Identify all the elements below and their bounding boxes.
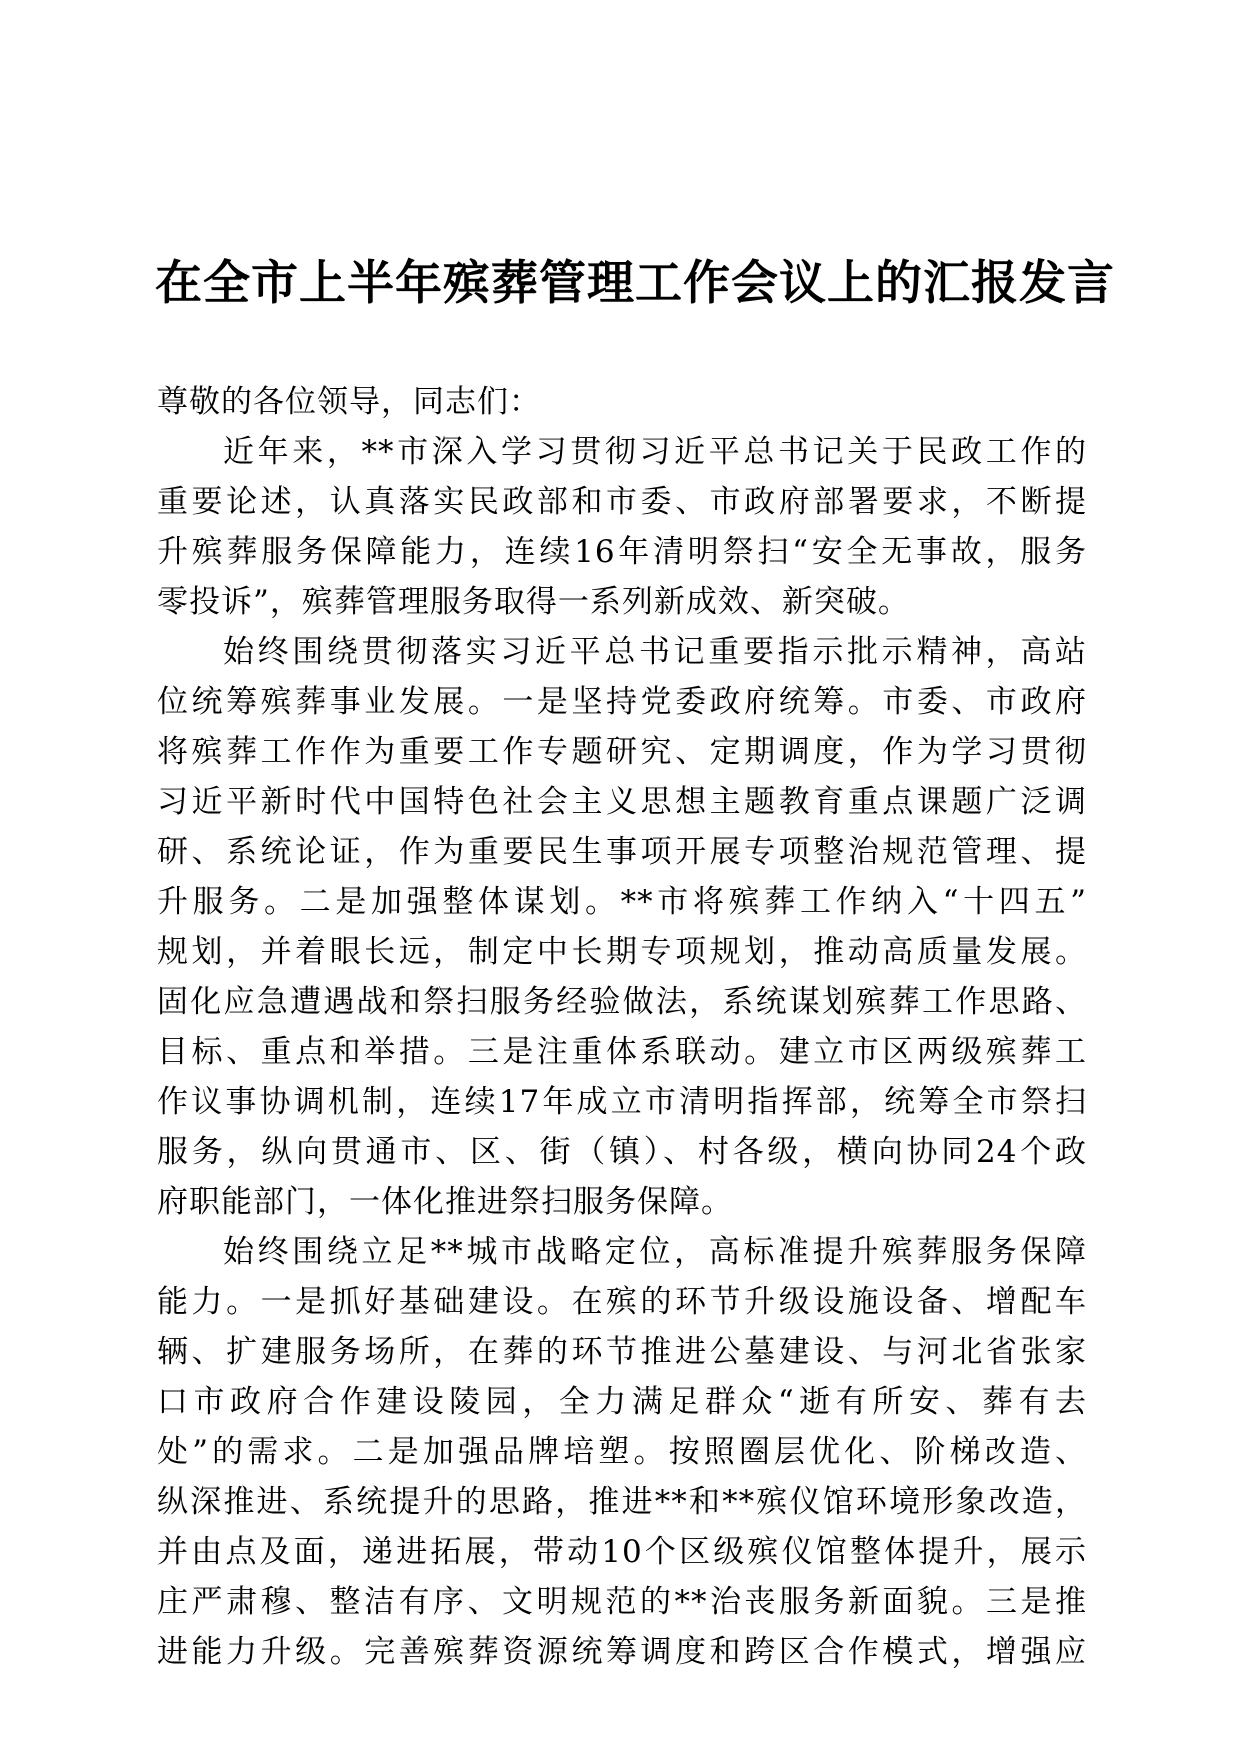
paragraph-2-line-5: 研、系统论证，作为重要民生事项开展专项整治规范管理、提 [157,834,1087,870]
salutation-line: 尊敬的各位领导，同志们： [157,384,541,420]
paragraph-3-line-6: 纵深推进、系统提升的思路，推进**和**殡仪馆环境形象改造， [157,1484,1087,1520]
paragraph-2-line-10: 作议事协调机制，连续17年成立市清明指挥部，统筹全市祭扫 [157,1084,1087,1120]
paragraph-3-line-7: 并由点及面，递进拓展，带动10个区级殡仪馆整体提升，展示 [157,1534,1087,1570]
paragraph-3-line-1: 始终围绕立足**城市战略定位，高标准提升殡葬服务保障 [223,1234,1087,1270]
paragraph-1-line-4: 零投诉”，殡葬管理服务取得一系列新成效、新突破。 [157,584,910,620]
paragraph-2-line-8: 固化应急遭遇战和祭扫服务经验做法，系统谋划殡葬工作思路、 [157,984,1087,1020]
paragraph-3-line-5: 处”的需求。二是加强品牌培塑。按照圈层优化、阶梯改造、 [157,1434,1087,1470]
paragraph-1-line-2: 重要论述，认真落实民政部和市委、市政府部署要求，不断提 [157,484,1087,520]
paragraph-3-line-3: 辆、扩建服务场所，在葬的环节推进公墓建设、与河北省张家 [157,1334,1087,1370]
paragraph-1-line-1: 近年来，**市深入学习贯彻习近平总书记关于民政工作的 [223,434,1087,470]
paragraph-2-line-6: 升服务。二是加强整体谋划。**市将殡葬工作纳入“十四五” [157,884,1087,920]
paragraph-3-line-8: 庄严肃穆、整洁有序、文明规范的**治丧服务新面貌。三是推 [157,1584,1087,1620]
paragraph-2-line-4: 习近平新时代中国特色社会主义思想主题教育重点课题广泛调 [157,784,1087,820]
paragraph-2-line-3: 将殡葬工作作为重要工作专题研究、定期调度，作为学习贯彻 [157,734,1087,770]
paragraph-3-line-4: 口市政府合作建设陵园，全力满足群众“逝有所安、葬有去 [157,1384,1087,1420]
paragraph-3-line-2: 能力。一是抓好基础建设。在殡的环节升级设施设备、增配车 [157,1284,1087,1320]
paragraph-2-line-9: 目标、重点和举措。三是注重体系联动。建立市区两级殡葬工 [157,1034,1087,1070]
document-body [157,377,1087,1677]
paragraph-2-line-12: 府职能部门，一体化推进祭扫服务保障。 [157,1184,733,1220]
paragraph-2-line-7: 规划，并着眼长远，制定中长期专项规划，推动高质量发展。 [157,934,1087,970]
paragraph-2-line-11: 服务，纵向贯通市、区、街（镇）、村各级，横向协同24个政 [157,1134,1087,1170]
paragraph-2-line-2: 位统筹殡葬事业发展。一是坚持党委政府统筹。市委、市政府 [157,684,1087,720]
paragraph-2-line-1: 始终围绕贯彻落实习近平总书记重要指示批示精神，高站 [223,634,1087,670]
paragraph-3-line-9: 进能力升级。完善殡葬资源统筹调度和跨区合作模式，增强应 [157,1634,1087,1670]
paragraph-1-line-3: 升殡葬服务保障能力，连续16年清明祭扫“安全无事故，服务 [157,534,1087,570]
document-title: 在全市上半年殡葬管理工作会议上的汇报发言 [155,256,1115,311]
